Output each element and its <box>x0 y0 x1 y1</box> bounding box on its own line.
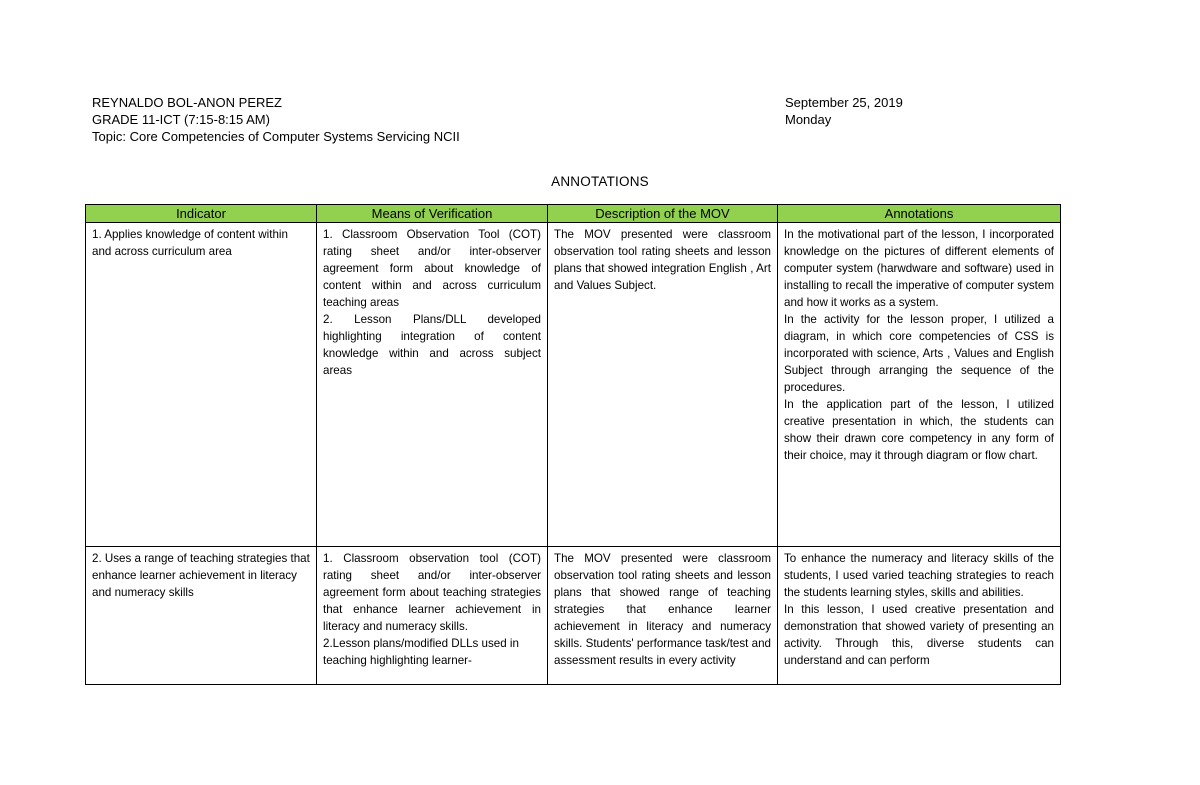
day: Monday <box>785 112 832 127</box>
table-header-row <box>86 205 1061 223</box>
mov-cell <box>317 223 548 547</box>
mov-item: 1. Classroom observation tool (COT) rating sheet and/or inter-observer agreement form about teaching strategies that enhance learner achievement in literacy and numeracy skills. <box>323 552 541 633</box>
annotation-paragraph: In this lesson, I used creative presentation and demonstration that showed variety of presenting an activity. Through this, diverse students can understand and can perform <box>784 603 1054 667</box>
header-indicator: Indicator <box>86 205 317 223</box>
grade-schedule: GRADE 11-ICT (7:15-8:15 AM) <box>92 112 270 127</box>
date: September 25, 2019 <box>785 95 903 110</box>
header-right <box>785 94 903 128</box>
indicator-text: 1. Applies knowledge of content within and across curriculum area <box>92 228 288 258</box>
indicator-text: 2. Uses a range of teaching strategies that enhance learner achievement in literacy and numeracy skills <box>92 552 310 599</box>
description-text: The MOV presented were classroom observation tool rating sheets and lesson plans that showed integration English , Art and Values Subject. <box>554 228 771 292</box>
table-row <box>86 547 1061 685</box>
author-name: REYNALDO BOL-ANON PEREZ <box>92 95 282 110</box>
mov-item: 2.Lesson plans/modified DLLs used in teaching highlighting learner- <box>323 637 519 667</box>
annotation-paragraph: In the application part of the lesson, I utilized creative presentation in which, the students can show their drawn core competency in any form of their choice, may it through diagram or flow chart. <box>784 398 1054 462</box>
description-cell <box>548 223 778 547</box>
annotations-table <box>85 204 1061 685</box>
mov-item: 2. Lesson Plans/DLL developed highlighting integration of content knowledge within and across subject areas <box>323 313 541 377</box>
topic: Topic: Core Competencies of Computer Systems Servicing NCII <box>92 129 460 144</box>
header-left <box>92 94 460 145</box>
indicator-cell <box>86 547 317 685</box>
mov-item: 1. Classroom Observation Tool (COT) rating sheet and/or inter-observer agreement form about knowledge of content within and across curriculum teaching areas <box>323 228 541 309</box>
document-title: ANNOTATIONS <box>551 174 649 189</box>
mov-cell <box>317 547 548 685</box>
annotation-paragraph: In the activity for the lesson proper, I utilized a diagram, in which core competencies of CSS is incorporated with science, Arts , Values and English Subject through arranging the sequence of the procedures. <box>784 313 1054 394</box>
description-text: The MOV presented were classroom observation tool rating sheets and lesson plans that showed range of teaching strategies that enhance learner achievement in literacy and numeracy skills. Students' performance task/test and assessment results in every activity <box>554 552 771 667</box>
annotations-cell <box>778 547 1061 685</box>
annotations-cell <box>778 223 1061 547</box>
table-row <box>86 223 1061 547</box>
description-cell <box>548 547 778 685</box>
header-annotations: Annotations <box>778 205 1061 223</box>
indicator-cell <box>86 223 317 547</box>
annotation-paragraph: In the motivational part of the lesson, I incorporated knowledge on the pictures of different elements of computer system (harwdware and software) used in installing to recall the imperative of computer system and how it works as a system. <box>784 228 1054 309</box>
annotation-paragraph: To enhance the numeracy and literacy skills of the students, I used varied teaching strategies to reach the students learning styles, skills and abilities. <box>784 552 1054 599</box>
header-means-of-verification: Means of Verification <box>317 205 548 223</box>
header-description-of-mov: Description of the MOV <box>548 205 778 223</box>
